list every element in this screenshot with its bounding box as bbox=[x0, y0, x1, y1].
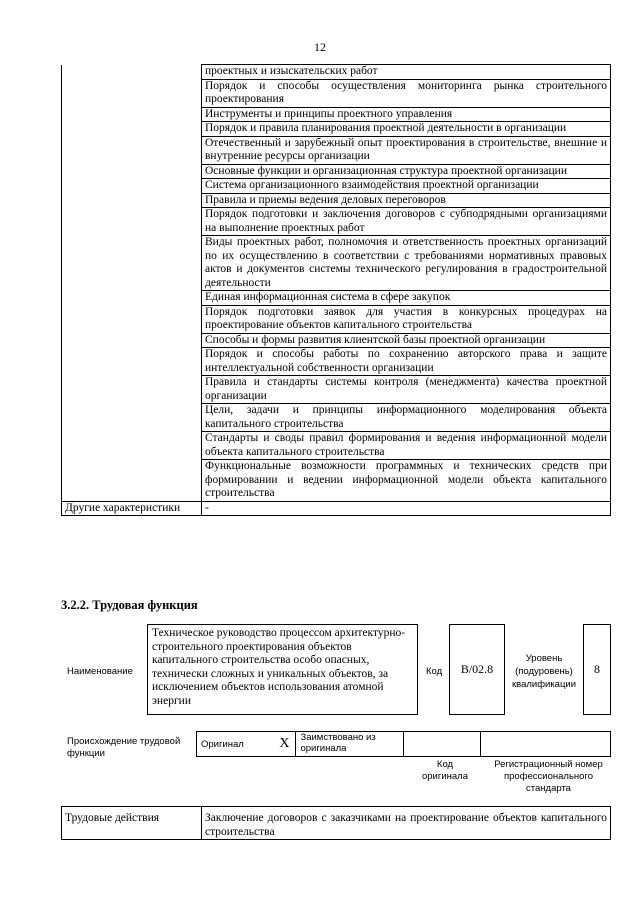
knowledge-row bbox=[62, 404, 611, 432]
name-label: Наименование bbox=[67, 666, 133, 677]
knowledge-row-text: Порядок подготовки и заключения договоров с субподрядными организациями на выполнение проектных работ bbox=[202, 208, 611, 236]
knowledge-row-text: Порядок и способы работы по сохранению авторского права и защите интеллектуальной собственности организации bbox=[202, 348, 611, 376]
knowledge-row bbox=[62, 179, 611, 194]
knowledge-row-left bbox=[62, 136, 202, 164]
knowledge-row bbox=[62, 136, 611, 164]
knowledge-row-left bbox=[62, 432, 202, 460]
knowledge-row-left bbox=[62, 122, 202, 137]
knowledge-row-left bbox=[62, 376, 202, 404]
code-original-cell bbox=[403, 732, 480, 757]
function-name-box: Техническое руководство процессом архитектурно-строительного проектирования объектов капитального строительства особо опасных, технически сложных и уникальных объектов, за исключением объектов использования атомной энергии bbox=[147, 624, 418, 715]
knowledge-row bbox=[62, 122, 611, 137]
knowledge-row-text: Инструменты и принципы проектного управления bbox=[202, 107, 611, 122]
knowledge-row bbox=[62, 460, 611, 502]
knowledge-row-text: проектных и изыскательских работ bbox=[202, 65, 611, 80]
code-label: Код bbox=[426, 666, 443, 677]
actions-value: Заключение договоров с заказчиками на проектирование объектов капитального строительства bbox=[202, 807, 611, 840]
original-mark: X bbox=[275, 732, 296, 757]
knowledge-row bbox=[62, 236, 611, 291]
actions-label: Трудовые действия bbox=[62, 807, 202, 840]
knowledge-row bbox=[62, 79, 611, 107]
code-original-caption: Код оригинала bbox=[421, 759, 468, 782]
other-characteristics-label: Другие характеристики bbox=[62, 501, 202, 516]
knowledge-row-left bbox=[62, 305, 202, 333]
knowledge-row-text: Виды проектных работ, полномочия и ответственность проектных организаций по их осуществлению в соответствии с требованиями нормативных правовых актов и документов системы технического регулирования в градостроительной деятельности bbox=[202, 236, 611, 291]
function-code-box: B/02.8 bbox=[449, 624, 505, 715]
knowledge-row-text: Правила и приемы ведения деловых переговоров bbox=[202, 193, 611, 208]
actions-table bbox=[61, 806, 611, 840]
knowledge-row-left bbox=[62, 236, 202, 291]
borrowed-label: Заимствовано из оригинала bbox=[296, 732, 404, 757]
knowledge-row-left bbox=[62, 291, 202, 306]
knowledge-row bbox=[62, 164, 611, 179]
knowledge-row bbox=[62, 107, 611, 122]
other-characteristics-value: - bbox=[202, 501, 611, 516]
reg-number-cell bbox=[481, 732, 611, 757]
knowledge-row-text: Основные функции и организационная структура проектной организации bbox=[202, 164, 611, 179]
knowledge-row-text: Отечественный и зарубежный опыт проектирования в строительстве, внешние и внутренние ресурсы организации bbox=[202, 136, 611, 164]
knowledge-row bbox=[62, 348, 611, 376]
knowledge-row bbox=[62, 376, 611, 404]
level-label: Уровень (подуровень) квалификации bbox=[511, 653, 577, 690]
knowledge-row-text: Стандарты и своды правил формирования и ведения информационной модели объекта капитального строительства bbox=[202, 432, 611, 460]
knowledge-row bbox=[62, 208, 611, 236]
reg-number-caption: Регистрационный номер профессионального стандарта bbox=[494, 759, 603, 794]
knowledge-row-text: Цели, задачи и принципы информационного моделирования объекта капитального строительства bbox=[202, 404, 611, 432]
knowledge-row-left bbox=[62, 460, 202, 502]
knowledge-row-text: Система организационного взаимодействия проектной организации bbox=[202, 179, 611, 194]
knowledge-row-left bbox=[62, 79, 202, 107]
knowledge-row-left bbox=[62, 107, 202, 122]
knowledge-row-left bbox=[62, 65, 202, 80]
knowledge-table bbox=[61, 64, 611, 516]
knowledge-row-left bbox=[62, 164, 202, 179]
knowledge-row-text: Правила и стандарты системы контроля (менеджмента) качества проектной организации bbox=[202, 376, 611, 404]
knowledge-row-text: Порядок подготовки заявок для участия в конкурсных процедурах на проектирование объектов капитального строительства bbox=[202, 305, 611, 333]
knowledge-row-left bbox=[62, 333, 202, 348]
knowledge-row-text: Порядок и способы осуществления мониторинга рынка строительного проектирования bbox=[202, 79, 611, 107]
knowledge-row-text: Способы и формы развития клиентской базы проектной организации bbox=[202, 333, 611, 348]
knowledge-row bbox=[62, 305, 611, 333]
origin-label: Происхождение трудовой функции bbox=[67, 736, 181, 759]
knowledge-row bbox=[62, 193, 611, 208]
page-number: 12 bbox=[314, 40, 326, 54]
knowledge-row-left bbox=[62, 179, 202, 194]
knowledge-row-left bbox=[62, 348, 202, 376]
section-heading: 3.2.2. Трудовая функция bbox=[61, 598, 198, 612]
other-characteristics-row bbox=[62, 501, 611, 516]
knowledge-row bbox=[62, 432, 611, 460]
origin-table bbox=[196, 731, 611, 757]
knowledge-row-text: Порядок и правила планирования проектной деятельности в организации bbox=[202, 122, 611, 137]
original-label: Оригинал bbox=[197, 732, 276, 757]
knowledge-row bbox=[62, 333, 611, 348]
knowledge-row-text: Функциональные возможности программных и технических средств при формировании и ведении информационной модели объекта капитального строительства bbox=[202, 460, 611, 502]
knowledge-row-left bbox=[62, 193, 202, 208]
knowledge-row-left bbox=[62, 404, 202, 432]
level-box: 8 bbox=[583, 624, 611, 715]
knowledge-row bbox=[62, 65, 611, 80]
knowledge-row-left bbox=[62, 208, 202, 236]
knowledge-row-text: Единая информационная система в сфере закупок bbox=[202, 291, 611, 306]
knowledge-row bbox=[62, 291, 611, 306]
